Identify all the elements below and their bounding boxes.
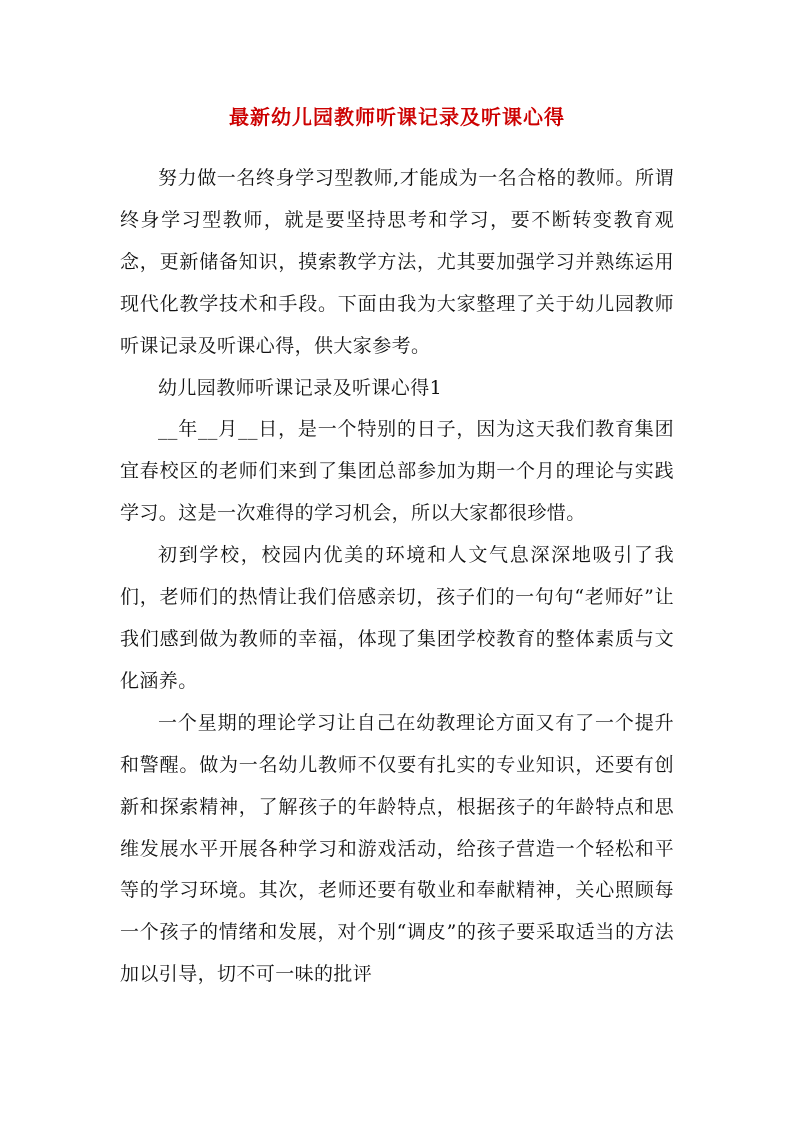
document-body: [120, 158, 674, 996]
section-heading: 幼儿园教师听课记录及听课心得1: [158, 376, 443, 399]
document-title: 最新幼儿园教师听课记录及听课心得: [229, 105, 565, 129]
body-paragraph: __年__月__日，是一个特别的日子，因为这天我们教育集团宜春校区的老师们来到了集团总部参加为期一个月的理论与实践学习。这是一次难得的学习机会，所以大家都很珍惜。: [120, 418, 674, 525]
intro-paragraph: 努力做一名终身学习型教师,才能成为一名合格的教师。所谓终身学习型教师，就是要坚持思考和学习，要不断转变教育观念，更新储备知识，摸索教学方法，尤其要加强学习并熟练运用现代化教学技术和手段。下面由我为大家整理了关于幼儿园教师听课记录及听课心得，供大家参考。: [120, 167, 674, 357]
body-paragraph: 一个星期的理论学习让自己在幼教理论方面又有了一个提升和警醒。做为一名幼儿教师不仅要有扎实的专业知识，还要有创新和探索精神，了解孩子的年龄特点，根据孩子的年龄特点和思维发展水平开展各种学习和游戏活动，给孩子营造一个轻松和平等的学习环境。其次，老师还要有敬业和奉献精神，关心照顾每一个孩子的情绪和发展，对个别“调皮”的孩子要采取适当的方法加以引导，切不可一味的批评: [120, 711, 674, 986]
body-paragraph: 初到学校，校园内优美的环境和人文气息深深地吸引了我们，老师们的热情让我们倍感亲切，孩子们的一句句“老师好”让我们感到做为教师的幸福，体现了集团学校教育的整体素质与文化涵养。: [120, 544, 674, 692]
